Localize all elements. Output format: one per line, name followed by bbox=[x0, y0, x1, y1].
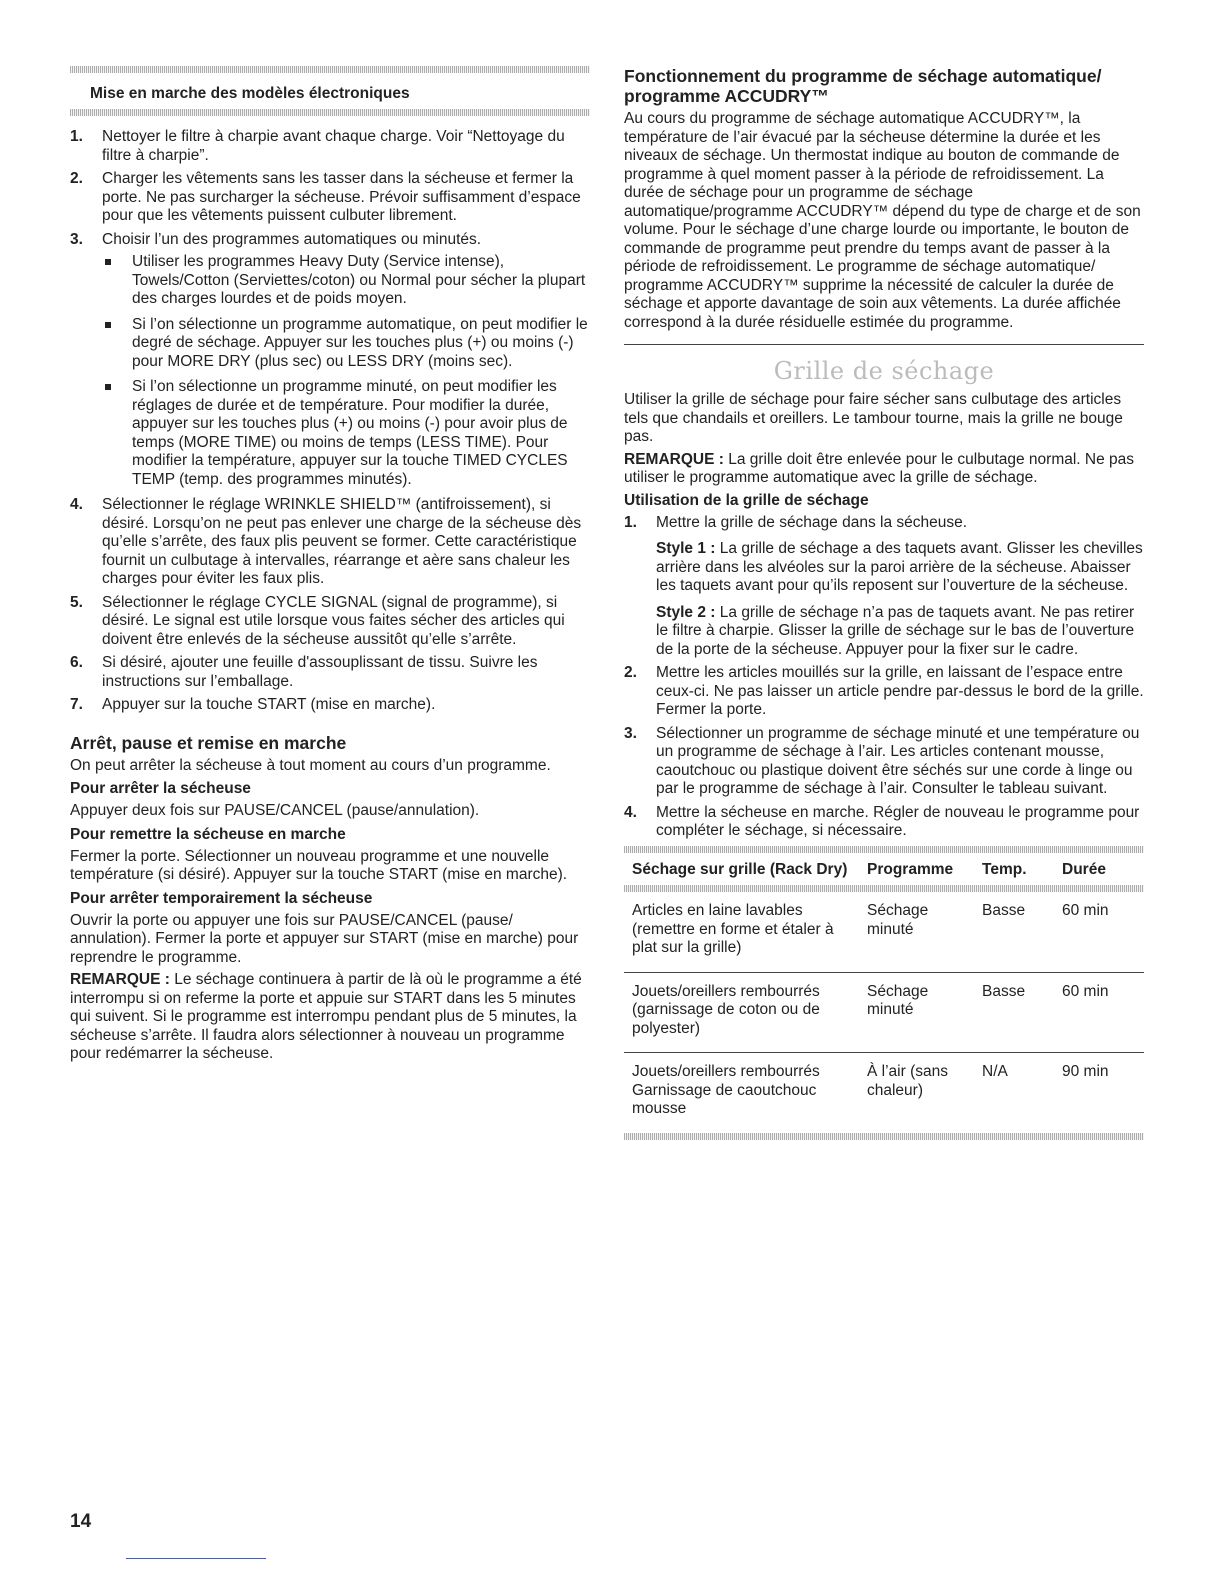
table-cell: À l’air (sans chaleur) bbox=[859, 1053, 974, 1133]
square-bullet-icon bbox=[105, 322, 111, 328]
stop-text: Appuyer deux fois sur PAUSE/CANCEL (pause/annulation). bbox=[70, 802, 480, 819]
table-cell: Basse bbox=[982, 902, 1026, 919]
step-item bbox=[624, 725, 1144, 799]
section-title: Mise en marche des modèles électroniques bbox=[90, 85, 410, 102]
table-row bbox=[624, 972, 1144, 1053]
table-header-rule bbox=[624, 885, 1144, 892]
table-cell: 60 min bbox=[1062, 902, 1109, 919]
step-item bbox=[70, 128, 590, 165]
note-paragraph bbox=[70, 971, 590, 1064]
style-2-label: Style 2 : bbox=[656, 603, 716, 621]
bullet-item bbox=[102, 378, 590, 489]
style-1-label: Style 1 : bbox=[656, 540, 716, 557]
table-cell: Séchage minuté bbox=[859, 972, 974, 1053]
right-column bbox=[624, 66, 1144, 1140]
step-number: 3. bbox=[624, 724, 637, 742]
step-number: 1. bbox=[624, 513, 637, 531]
step-text: Sélectionner le réglage WRINKLE SHIELD™ (antifroissement), si désiré. Lorsqu’on ne peut pas enlever une charge de la sécheuse dès qu’elle s’arrête, des faux plis peuvent se former. Cette caractéristique fournit un culbutage à intervalles, réarrange et aère sans chaleur les charges pour éviter les faux plis. bbox=[102, 496, 582, 587]
bullet-text: Si l’on sélectionne un programme automatique, on peut modifier le degré de séchage. Appuyer sur les touches plus (+) ou moins (-) pour MORE DRY (plus sec) ou LESS DRY (moins sec). bbox=[132, 315, 588, 370]
bullet-text: Utiliser les programmes Heavy Duty (Service intense), Towels/Cotton (Serviettes/coton) ou Normal pour sécher la plupart des charges lourdes et de poids moyen. bbox=[132, 253, 586, 307]
table-row bbox=[624, 1053, 1144, 1133]
step-item bbox=[624, 664, 1144, 720]
step-text: Sélectionner le réglage CYCLE SIGNAL (signal de programme), si désiré. Le signal est utile lorsque vous faites sécher des articles qui doivent être enlevés de la sécheuse aussitôt qu’elle s’arrête. bbox=[102, 593, 565, 648]
step-item bbox=[70, 496, 590, 589]
table-cell: 60 min bbox=[1054, 972, 1144, 1053]
auto-cycle-heading: Fonctionnement du programme de séchage automatique/ programme ACCUDRY™ bbox=[624, 66, 1102, 106]
rack-use-heading: Utilisation de la grille de séchage bbox=[624, 491, 869, 509]
stop-subheading: Pour arrêter la sécheuse bbox=[70, 780, 251, 797]
auto-cycle-text: Au cours du programme de séchage automatique ACCUDRY™, la température de l’air évacué par la sécheuse détermine la durée et les niveaux de séchage. Un thermostat indique au bouton de commande de programme à quel moment passer à la période de refroidissement. La durée de séchage pour un programme de séchage automatique/programme ACCUDRY™ dépend du type de charge et de son volume. Pour le séchage d’une charge lourde ou importante, le bouton de commande de programme peut prendre du temps avant de passer à la période de refroidissement. Le programme de séchage automatique/ programme ACCUDRY™ supprime la nécessité de calculer la durée de séchage et apporte davantage de soin aux vêtements. La durée affichée correspond à la durée résiduelle estimée du programme. bbox=[624, 110, 1141, 331]
restart-subheading: Pour remettre la sécheuse en marche bbox=[70, 825, 346, 843]
step-text: Mettre les articles mouillés sur la grille, en laissant de l’espace entre ceux-ci. Ne pas laisser un article pendre par-dessus le bord de la grille. Fermer la porte. bbox=[656, 664, 1144, 718]
table-cell: Basse bbox=[974, 972, 1054, 1053]
table-cell: Jouets/oreillers rembourrés (garnissage de coton ou de polyester) bbox=[624, 972, 859, 1053]
table-header-row bbox=[624, 855, 1144, 886]
pause-text: Ouvrir la porte ou appuyer une fois sur PAUSE/CANCEL (pause/ annulation). Fermer la porte et appuyer sur START (mise en marche) pour reprendre le programme. bbox=[70, 911, 579, 966]
step-number: 4. bbox=[70, 496, 83, 513]
table-header-cell: Durée bbox=[1062, 860, 1106, 878]
rack-note bbox=[624, 451, 1144, 488]
rack-note-text: La grille doit être enlevée pour le culbutage normal. Ne pas utiliser le programme automatique avec la grille de séchage. bbox=[624, 450, 1135, 486]
step-item bbox=[70, 231, 590, 490]
style-1-paragraph bbox=[656, 540, 1144, 596]
style-2-paragraph bbox=[656, 604, 1144, 660]
step-number: 2. bbox=[624, 664, 637, 681]
table-cell: 90 min bbox=[1054, 1053, 1144, 1133]
table-row bbox=[624, 892, 1144, 972]
style-2-text: La grille de séchage n’a pas de taquets avant. Ne pas retirer le filtre à charpie. Glisser la grille de séchage sur le bas de l’ouverture de la porte de la sécheuse. Appuyer pour la fixer sur le cadre. bbox=[656, 603, 1135, 658]
step-text: Charger les vêtements sans les tasser dans la sécheuse et fermer la porte. Ne pas surcharger la sécheuse. Prévoir suffisamment d’espace pour que les vêtements puissent culbuter librement. bbox=[102, 170, 581, 224]
pause-subheading: Pour arrêter temporairement la sécheuse bbox=[70, 889, 373, 907]
rack-note-label: REMARQUE : bbox=[624, 450, 724, 468]
step-text: Mettre la sécheuse en marche. Régler de nouveau le programme pour compléter le séchage, si nécessaire. bbox=[656, 803, 1140, 839]
step-number: 1. bbox=[70, 128, 83, 145]
square-bullet-icon bbox=[105, 384, 111, 390]
stop-pause-heading: Arrêt, pause et remise en marche bbox=[70, 732, 347, 753]
table-cell: Jouets/oreillers rembourrés Garnissage de caoutchouc mousse bbox=[624, 1053, 859, 1133]
note-label: REMARQUE : bbox=[70, 971, 170, 988]
left-column bbox=[70, 66, 590, 1064]
page-number: 14 bbox=[70, 1511, 92, 1532]
step-number: 2. bbox=[70, 170, 83, 187]
step-item bbox=[70, 170, 590, 226]
step-number: 4. bbox=[624, 803, 637, 821]
step-number: 5. bbox=[70, 593, 83, 611]
step-number: 3. bbox=[70, 230, 83, 248]
table-header-cell: Temp. bbox=[982, 860, 1027, 878]
footer-link-line bbox=[126, 1558, 266, 1559]
rack-dry-table bbox=[624, 855, 1144, 1133]
step-number: 6. bbox=[70, 654, 83, 671]
style-1-text: La grille de séchage a des taquets avant. Glisser les chevilles arrière dans les alvéoles sur la paroi arrière de la sécheuse. Abaisser les taquets avant pour qu’ils reposent sur l’ouverture de la sécheuse. bbox=[656, 540, 1143, 594]
step-item bbox=[624, 804, 1144, 841]
table-header-cell: Programme bbox=[867, 860, 954, 878]
table-cell: Articles en laine lavables (remettre en forme et étaler à plat sur la grille) bbox=[632, 902, 834, 956]
note-text: Le séchage continuera à partir de là où le programme a été interrompu si on referme la porte et appuie sur START dans les 5 minutes qui suivent. Si le programme est interrompu pendant plus de 5 minutes, la sécheuse s’arrête. Il faudra alors sélectionner à nouveau un programme pour redémarrer la sécheuse. bbox=[70, 971, 582, 1062]
step-text: Appuyer sur la touche START (mise en marche). bbox=[102, 696, 436, 713]
step-text: Choisir l’un des programmes automatiques ou minutés. bbox=[102, 230, 482, 248]
rack-intro: Utiliser la grille de séchage pour faire sécher sans culbutage des articles tels que chandails et oreillers. Le tambour tourne, mais la grille ne bouge pas. bbox=[624, 391, 1123, 445]
step-text: Nettoyer le filtre à charpie avant chaque charge. Voir “Nettoyage du filtre à charpie”. bbox=[102, 128, 565, 164]
step-text: Sélectionner un programme de séchage minuté et une température ou un programme de séchage à l’air. Les articles contenant mousse, caoutchouc ou plastique doivent être séchés sur une corde à linge ou par le programme de séchage à l’air. Consulter le tableau suivant. bbox=[656, 724, 1140, 797]
step-text: Mettre la grille de séchage dans la sécheuse. bbox=[656, 513, 968, 531]
bullet-list bbox=[102, 253, 590, 489]
section-rule-top bbox=[70, 66, 590, 73]
step-item bbox=[624, 514, 1144, 660]
table-cell: N/A bbox=[974, 1053, 1054, 1133]
bullet-text: Si l’on sélectionne un programme minuté, on peut modifier les réglages de durée et de température. Pour modifier la durée, appuyer sur les touches plus (+) ou moins (-) pour avoir plus de temps (MORE TIME) ou moins de temps (LESS TIME). Pour modifier la température, appuyer sur la touche TIMED CYCLES TEMP (temp. des programmes minutés). bbox=[132, 378, 568, 488]
section-divider bbox=[624, 344, 1144, 345]
square-bullet-icon bbox=[105, 259, 111, 265]
rack-section-title: Grille de séchage bbox=[773, 357, 995, 385]
start-steps-list bbox=[70, 128, 590, 715]
rack-steps-list bbox=[624, 514, 1144, 841]
step-item bbox=[70, 654, 590, 691]
restart-text: Fermer la porte. Sélectionner un nouveau programme et une nouvelle température (si désiré). Appuyer sur la touche START (mise en marche). bbox=[70, 847, 568, 883]
step-text: Si désiré, ajouter une feuille d'assouplissant de tissu. Suivre les instructions sur l’emballage. bbox=[102, 654, 538, 690]
section-rule-bottom bbox=[70, 109, 590, 116]
step-item bbox=[70, 696, 590, 715]
step-number: 7. bbox=[70, 696, 83, 713]
stop-intro: On peut arrêter la sécheuse à tout moment au cours d’un programme. bbox=[70, 756, 551, 774]
table-cell: Séchage minuté bbox=[867, 902, 929, 938]
bullet-item bbox=[102, 253, 590, 309]
step-item bbox=[70, 594, 590, 650]
table-rule-bottom bbox=[624, 1133, 1144, 1140]
table-rule-top bbox=[624, 846, 1144, 853]
bullet-item bbox=[102, 316, 590, 372]
table-header-cell: Séchage sur grille (Rack Dry) bbox=[632, 860, 848, 878]
